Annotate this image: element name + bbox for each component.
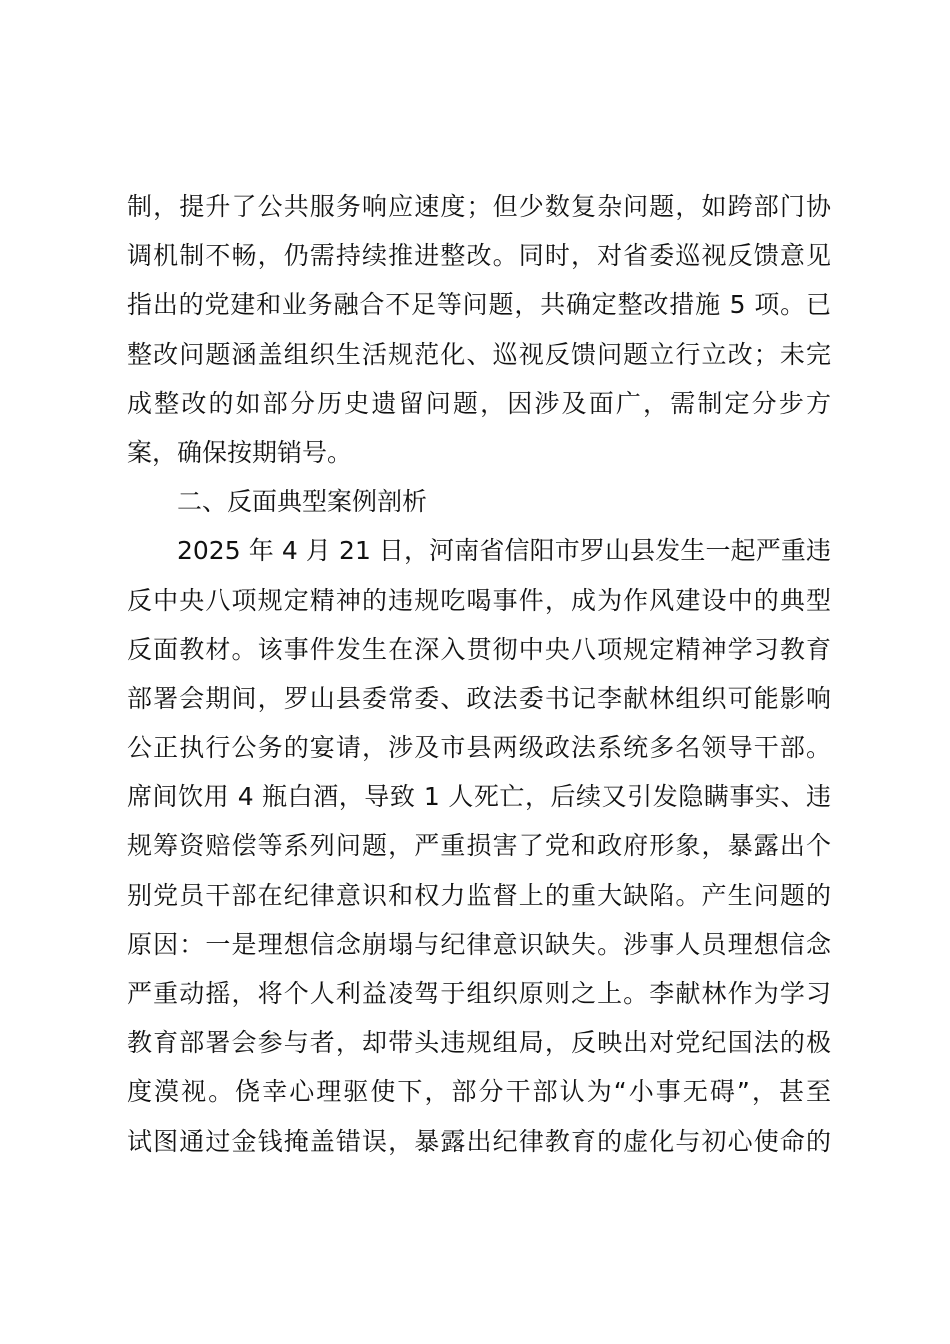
text-line: 反面教材。该事件发生在深入贯彻中央八项规定精神学习教育 <box>127 634 831 664</box>
text-line: 别党员干部在纪律意识和权力监督上的重大缺陷。产生问题的 <box>127 880 831 910</box>
text-line: 公正执行公务的宴请，涉及市县两级政法系统多名领导干部。 <box>127 733 831 763</box>
text-line: 整改问题涵盖组织生活规范化、巡视反馈问题立行立改；未完 <box>127 339 831 369</box>
text-line: 制，提升了公共服务响应速度；但少数复杂问题，如跨部门协 <box>127 192 831 221</box>
text-line: 席间饮用 4 瓶白酒，导致 1 人死亡，后续又引发隐瞒事实、违 <box>127 782 831 812</box>
text-line: 规筹资赔偿等系列问题，严重损害了党和政府形象，暴露出个 <box>127 831 831 861</box>
section-heading-text: 二、反面典型案例剖析 <box>177 487 428 517</box>
text-line: 调机制不畅，仍需持续推进整改。同时，对省委巡视反馈意见 <box>127 241 831 271</box>
text-line: 部署会期间，罗山县委常委、政法委书记李献林组织可能影响 <box>127 683 831 713</box>
text-line: 2025 年 4 月 21 日，河南省信阳市罗山县发生一起严重违 <box>177 536 831 566</box>
text-line: 案，确保按期销号。 <box>127 437 353 467</box>
paragraph-case-analysis <box>127 530 831 1169</box>
section-heading <box>127 481 831 530</box>
text-line: 教育部署会参与者，却带头违规组局，反映出对党纪国法的极 <box>127 1028 831 1058</box>
text-line: 原因：一是理想信念崩塌与纪律意识缺失。涉事人员理想信念 <box>127 929 831 959</box>
document-page <box>127 186 831 1170</box>
text-line: 度漠视。侥幸心理驱使下，部分干部认为“小事无碍”，甚至 <box>127 1077 831 1107</box>
text-line: 试图通过金钱掩盖错误，暴露出纪律教育的虚化与初心使命的 <box>127 1126 831 1156</box>
paragraph-rectification-status <box>127 186 831 481</box>
text-line: 严重动摇，将个人利益凌驾于组织原则之上。李献林作为学习 <box>127 979 831 1008</box>
text-line: 反中央八项规定精神的违规吃喝事件，成为作风建设中的典型 <box>127 585 831 615</box>
text-line: 指出的党建和业务融合不足等问题，共确定整改措施 5 项。已 <box>127 290 831 320</box>
text-line: 成整改的如部分历史遗留问题，因涉及面广，需制定分步方 <box>127 388 831 418</box>
